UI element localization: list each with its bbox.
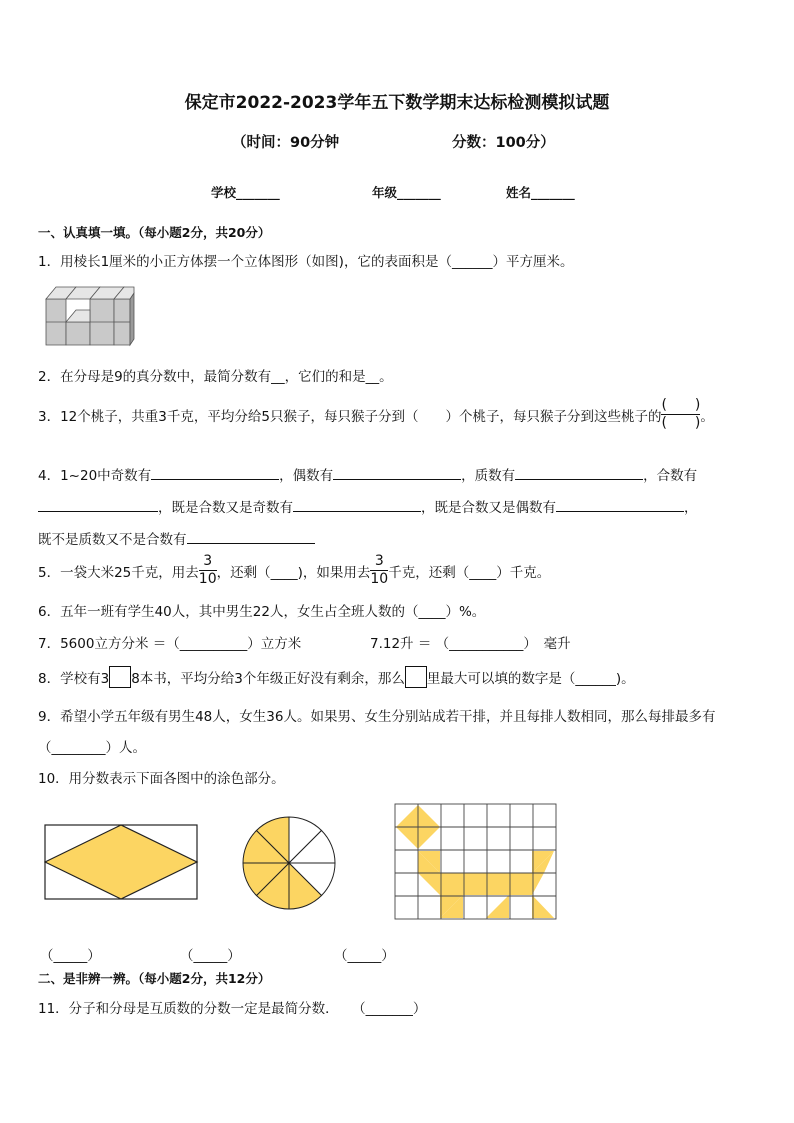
grade-field: 年级_______ [372,185,441,200]
school-field: 学校_______ [211,185,280,200]
circle-figure [241,815,337,911]
q5-text: ，还剩（____)，如果用去 [216,564,371,581]
q8-text: 里最大可以填的数字是（______)。 [426,671,635,687]
question-7b: 7.12升 ＝ （___________） 毫升 [370,636,571,652]
question-11: 11．分子和分母是互质数的分数一定是最简分数． （_______） [38,1001,427,1017]
question-8 [38,666,635,688]
fraction-3-10 [370,554,388,587]
q4-text: ， [684,500,698,516]
q5-text: 5．一袋大米25千克，用去 [38,564,199,581]
question-9-line2: （________）人。 [38,740,146,756]
exam-title: 保定市2022-2023学年五下数学期末达标检测模拟试题 [184,93,610,113]
question-10: 10．用分数表示下面各图中的涂色部分。 [38,771,285,787]
section2-heading: 二、是非辨一辨。（每小题2分，共12分） [38,971,271,986]
answer-blank-3: （_____） [334,948,395,964]
q8-text: 8本书，平均分给3个年级正好没有剩余，那么 [131,671,405,687]
fraction-numerator: 3 [203,553,213,569]
question-5 [38,554,550,587]
q4-text: ，既是合数又是奇数有 [158,500,293,516]
digit-box [405,666,427,688]
q5-text: 千克，还剩（____）千克。 [388,564,551,581]
question-3 [38,398,714,431]
question-4-line3 [38,528,315,548]
question-2: 2．在分母是9的真分数中，最简分数有__，它们的和是__。 [38,369,393,385]
fraction-numerator: 3 [374,553,384,569]
question-3-end: 。 [700,408,714,425]
fraction-3-10 [199,554,217,587]
q8-text: 8．学校有3 [38,671,110,687]
fraction-blank [661,398,700,431]
question-6: 6．五年一班有学生40人，其中男生22人，女生占全班人数的（____）%。 [38,604,486,620]
cube-figure [44,281,136,351]
q4-text: ，质数有 [461,468,516,484]
question-9-line1: 9．希望小学五年级有男生48人，女生36人。如果男、女生分别站成若干排，并且每排人数相同，那么每排最多有 [38,709,716,725]
question-7a: 7．5600立方分米 ＝（__________）立方米 [38,636,302,652]
question-4-line2 [38,496,698,516]
fraction-denominator: ( ) [661,415,701,431]
answer-blank-2: （_____） [180,948,241,964]
question-1: 1．用棱长1厘米的小正方体摆一个立体图形（如图)，它的表面积是（______）平方厘米。 [38,254,574,270]
answer-blank-1: （_____） [40,948,101,964]
fraction-denominator: 10 [198,571,217,587]
section1-heading: 一、认真填一填。（每小题2分，共20分） [38,225,271,240]
fraction-denominator: 10 [370,571,389,587]
digit-box [109,666,131,688]
q4-text: ，合数有 [643,468,698,484]
q4-text: ，偶数有 [279,468,334,484]
exam-time: （时间：90分钟 [232,135,340,151]
q4-text: 4．1~20中奇数有 [38,468,152,484]
name-field: 姓名_______ [506,185,575,200]
q4-text: ，既是合数又是偶数有 [421,500,556,516]
rhombus-figure [44,824,199,900]
question-3-text: 3．12个桃子，共重3千克，平均分给5只猴子，每只猴子分到（ ）个桃子，每只猴子分到这些桃子的 [38,408,662,425]
fraction-numerator: ( ) [661,397,701,413]
q4-text: 既不是质数又不是合数有 [38,532,187,548]
exam-score: 分数：100分） [452,135,555,151]
grid-figure [394,803,560,923]
question-4-line1 [38,464,697,484]
